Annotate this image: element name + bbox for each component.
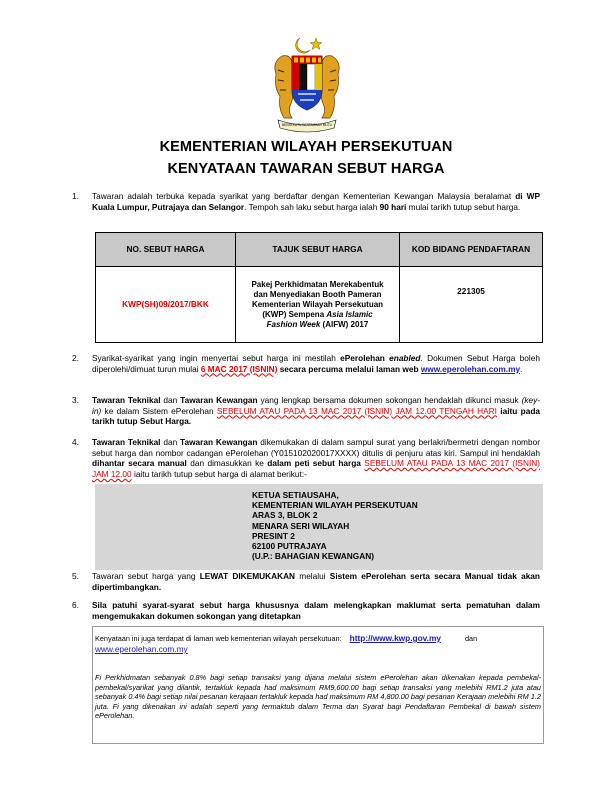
address-line: MENARA SERI WILAYAH xyxy=(252,520,350,531)
quotation-title: Pakej Perkhidmatan Merekabentuk dan Menyediakan Booth Pameran Kementerian Wilayah Persekutuan (KWP) Sempena Asia Islamic Fashion Week (AIFW) 2017 xyxy=(236,267,400,343)
item-number: 1. xyxy=(72,191,79,201)
quotation-ref: KWP(SH)09/2017/BKK xyxy=(96,267,236,343)
item-number: 4. xyxy=(72,437,79,447)
document-title: KENYATAAN TAWARAN SEBUT HARGA xyxy=(167,161,445,177)
table-header: NO. SEBUT HARGA xyxy=(96,233,236,267)
registration-code: 221305 xyxy=(400,267,543,343)
address-line: 62100 PUTRAJAYA xyxy=(252,541,327,552)
crest-motto: BERSEKUTU BERTAMBAH MUTU xyxy=(281,123,333,127)
item-4-text: Tawaran Teknikal dan Tawaran Kewangan dikemukakan di dalam sampul surat yang berlakri/bermetri dengan nombor sebut harga dan nombor cadangan ePerolehan (Y015102020017XXXX) ditulis di penjuru atas kiri. Sampul ini hendaklah dihantar secara manual dan dimasukkan ke dalam peti sebut harga SEBELUM ATAU PADA 13 MAC 2017 (ISNIN) JAM 12.00 iaitu tarikh tutup sebut harga di alamat berikut:- xyxy=(92,437,541,479)
item-number: 5. xyxy=(72,571,79,581)
item-number: 3. xyxy=(72,395,79,405)
address-block xyxy=(95,484,543,570)
coat-of-arms-icon xyxy=(270,34,344,138)
item-6-text: Sila patuhi syarat-syarat sebut harga khususnya dalam melengkapkan maklumat serta pematuhan dalam mengemukakan dokumen sokongan yang ditetapkan xyxy=(92,600,540,621)
address-line: KEMENTERIAN WILAYAH PERSEKUTUAN xyxy=(252,500,418,511)
ministry-title: KEMENTERIAN WILAYAH PERSEKUTUAN xyxy=(159,139,453,155)
eperolehan-link[interactable]: www.eperolehan.com.my xyxy=(420,363,521,374)
item-2-text: Syarikat-syarikat yang ingin menyertai sebut harga ini mestilah ePerolehan enabled. Dokumen Sebut Harga boleh diperolehi/dimuat turun mulai 6 MAC 2017 (ISNIN) secara percuma melalui laman web www.eperolehan.com.my. xyxy=(92,353,540,374)
service-fee-note: Fi Perkhidmatan sebanyak 0.8% bagi setiap transaksi yang dijana melalui sistem ePerolehan akan dikenakan kepada pembekal-pembekal/syarikat yang dilantik, tertakluk kepada had maksimum RM9,600.00 bagi setiap transaksi yang melebihi RM1.2 juta atau sebanyak 0.4% bagi setiap nilai pesanan kerajaan tertakluk kepada had maksimum RM 4,800.00 bagi pesanan Kerajaan melebihi RM 1.2 juta. Fi yang dikenakan ini adalah seperti yang termaktub dalam Terma dan Syarat bagi Pendaftaran Pembekal di bawah sistem ePerolehan. xyxy=(95,673,541,721)
address-line: PRESINT 2 xyxy=(252,530,295,541)
kwp-link[interactable]: http://www.kwp.gov.my xyxy=(349,633,441,643)
table-header: TAJUK SEBUT HARGA xyxy=(236,233,400,267)
item-number: 2. xyxy=(72,353,79,363)
quotation-table xyxy=(95,232,543,343)
item-1-text: Tawaran adalah terbuka kepada syarikat yang berdaftar dengan Kementerian Kewangan Malaysia beralamat di WP Kuala Lumpur, Putrajaya dan Selangor. Tempoh sah laku sebut harga ialah 90 hari mulai tarikh tutup sebut harga. xyxy=(92,191,540,212)
address-line: ARAS 3, BLOK 2 xyxy=(252,510,318,521)
item-3-text: Tawaran Teknikal dan Tawaran Kewangan yang lengkap bersama dokumen sokongan hendaklah dikunci masuk (key-in) ke dalam Sistem ePerolehan SEBELUM ATAU PADA 13 MAC 2017 (ISNIN) JAM 12.00 TENGAH HARI iaitu pada tarikh tutup Sebut Harga. xyxy=(92,395,540,427)
notice-web: Kenyataan ini juga terdapat di laman web kementerian wilayah persekutuan: http://www.kwp.gov.my dan www.eperolehan.com.my xyxy=(95,633,478,654)
address-line: (U.P.: BAHAGIAN KEWANGAN) xyxy=(252,551,374,562)
item-5-text: Tawaran sebut harga yang LEWAT DIKEMUKAKAN melalui Sistem ePerolehan serta secara Manual tidak akan dipertimbangkan. xyxy=(92,571,540,592)
eperolehan-notice-link[interactable]: www.eperolehan.com.my xyxy=(95,644,188,654)
address-line: KETUA SETIAUSAHA, xyxy=(252,490,339,500)
table-header: KOD BIDANG PENDAFTARAN xyxy=(400,233,543,267)
item-number: 6. xyxy=(72,600,79,610)
